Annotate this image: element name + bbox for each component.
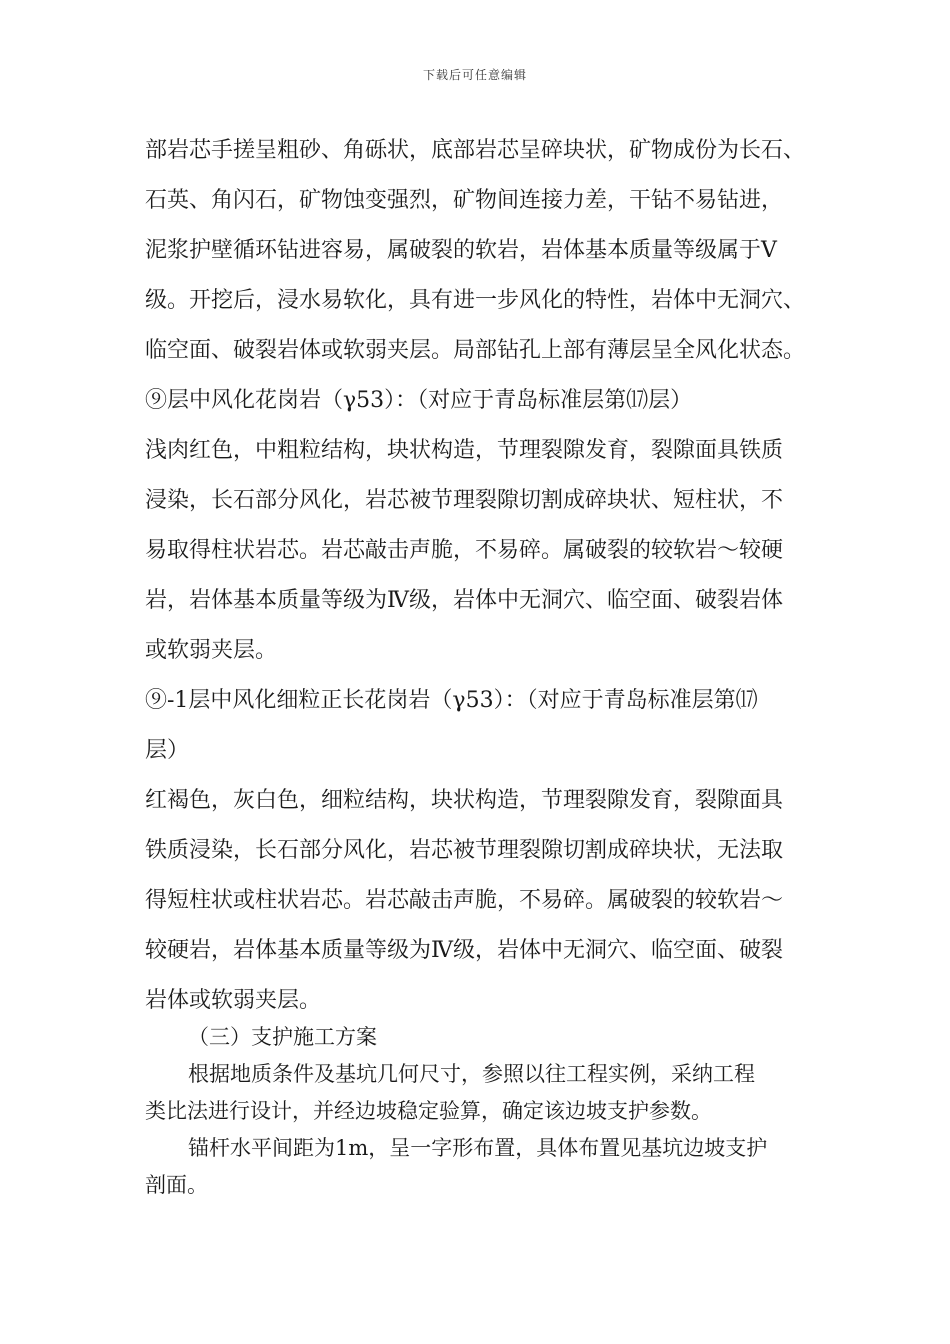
page-header: 下载后可任意编辑 xyxy=(422,68,527,82)
text-line: 部岩芯手搓呈粗砂、角砾状，底部岩芯呈碎块状，矿物成份为长石、 xyxy=(145,138,806,163)
section-title: （三）支护施工方案 xyxy=(188,1025,377,1049)
text-line: 较硬岩，岩体基本质量等级为Ⅳ级，岩体中无洞穴、临空面、破裂 xyxy=(145,938,783,963)
text-line: 岩体或软弱夹层。 xyxy=(145,988,322,1013)
text-line: 锚杆水平间距为1m，呈一字形布置，具体布置见基坑边坡支护 xyxy=(188,1136,768,1160)
text-line: 剖面。 xyxy=(145,1173,208,1197)
text-line: 岩，岩体基本质量等级为Ⅳ级，岩体中无洞穴、临空面、破裂岩体 xyxy=(145,588,783,613)
text-line: 级。开挖后，浸水易软化，具有进一步风化的特性，岩体中无洞穴、 xyxy=(145,288,806,313)
text-line: 得短柱状或柱状岩芯。岩芯敲击声脆，不易碎。属破裂的较软岩～ xyxy=(145,888,784,913)
text-line: 类比法进行设计，并经边坡稳定验算，确定该边坡支护参数。 xyxy=(145,1099,712,1123)
text-line: 泥浆护壁循环钻进容易，属破裂的软岩，岩体基本质量等级属于Ⅴ xyxy=(145,238,777,263)
text-line: 浅肉红色，中粗粒结构，块状构造，节理裂隙发育，裂隙面具铁质 xyxy=(145,438,784,463)
text-line: 铁质浸染，长石部分风化，岩芯被节理裂隙切割成碎块状，无法取 xyxy=(145,838,784,863)
layer-heading: ⑨层中风化花岗岩（γ53）：（对应于青岛标准层第⒄层） xyxy=(145,388,693,413)
text-line: 根据地质条件及基坑几何尺寸，参照以往工程实例，采纳工程 xyxy=(188,1062,755,1086)
text-line: 浸染，长石部分风化，岩芯被节理裂隙切割成碎块状、短柱状，不 xyxy=(145,488,784,513)
text-line: 易取得柱状岩芯。岩芯敲击声脆，不易碎。属破裂的较软岩～较硬 xyxy=(145,538,784,563)
layer-heading: ⑨-1层中风化细粒正长花岗岩（γ53）：（对应于青岛标准层第⒄ xyxy=(145,688,758,713)
text-line: 红褐色，灰白色，细粒结构，块状构造，节理裂隙发育，裂隙面具 xyxy=(145,788,784,813)
layer-heading-cont: 层） xyxy=(145,738,190,763)
text-line: 或软弱夹层。 xyxy=(145,638,278,663)
text-line: 临空面、破裂岩体或软弱夹层。局部钻孔上部有薄层呈全风化状态。 xyxy=(145,338,806,363)
text-line: 石英、角闪石，矿物蚀变强烈，矿物间连接力差，干钻不易钻进， xyxy=(145,188,784,213)
